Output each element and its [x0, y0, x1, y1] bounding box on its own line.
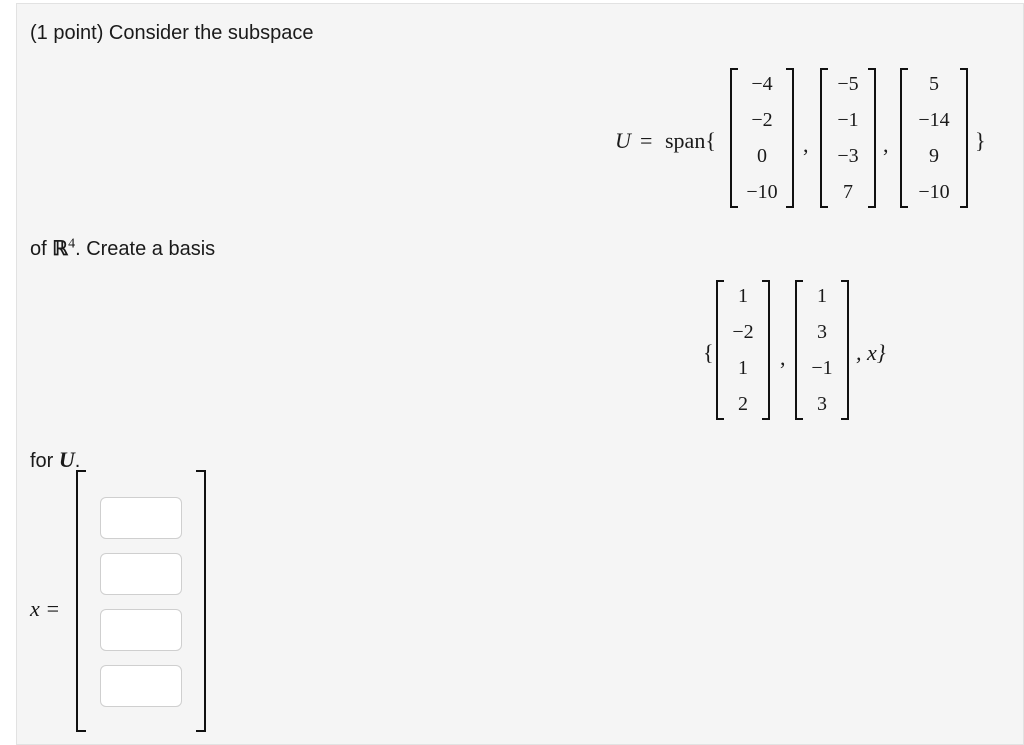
matrix-cell: −10	[918, 181, 950, 203]
answer-input-1[interactable]	[100, 497, 182, 539]
matrix-cell: 3	[817, 393, 827, 415]
comma: ,	[780, 345, 786, 370]
span-vector-2	[820, 68, 876, 208]
comma: ,	[803, 132, 809, 157]
answer-input-4[interactable]	[100, 665, 182, 707]
matrix-cell: 2	[738, 393, 748, 415]
matrix-cell: −2	[732, 321, 754, 343]
answer-input-3[interactable]	[100, 609, 182, 651]
matrix-cell: −10	[746, 181, 778, 203]
matrix-cell: −2	[751, 109, 773, 131]
matrix-cell: 9	[929, 145, 939, 167]
span-equals: =	[640, 128, 653, 153]
space-symbol: ℝ	[52, 238, 69, 260]
basis-vector-1	[716, 280, 770, 420]
matrix-cell: −1	[811, 357, 833, 379]
basis-vector-2	[795, 280, 849, 420]
span-close-brace: }	[975, 128, 986, 153]
space-exponent: 4	[68, 236, 76, 252]
matrix-cell: 1	[738, 285, 748, 307]
matrix-cell: −1	[837, 109, 859, 131]
matrix-cell: −3	[837, 145, 859, 167]
for-dot: .	[74, 450, 81, 472]
for-label: for	[30, 450, 54, 472]
basis-open-brace: {	[703, 340, 714, 365]
matrix-cell: 1	[738, 357, 748, 379]
span-vector-1	[730, 68, 794, 208]
for-var: U	[58, 447, 75, 472]
matrix-cell: −4	[751, 73, 773, 95]
matrix-cell: 7	[843, 181, 853, 203]
create-basis-label: . Create a basis	[75, 238, 216, 260]
span-lhs-var: U	[615, 128, 631, 153]
matrix-cell: 1	[817, 285, 827, 307]
span-vector-3	[900, 68, 968, 208]
basis-tail: , x}	[856, 340, 886, 365]
matrix-cell: −14	[918, 109, 950, 131]
of-r4-text	[30, 236, 215, 261]
comma: ,	[883, 132, 889, 157]
of-label: of	[30, 238, 47, 260]
answer-label: x =	[30, 596, 61, 621]
problem-heading: (1 point) Consider the subspace	[30, 22, 314, 44]
matrix-cell: −5	[837, 73, 859, 95]
matrix-cell: 5	[929, 73, 939, 95]
span-word: span{	[665, 128, 716, 153]
for-u-text	[30, 447, 80, 473]
answer-input-2[interactable]	[100, 553, 182, 595]
matrix-cell: 3	[817, 321, 827, 343]
matrix-cell: 0	[757, 145, 767, 167]
